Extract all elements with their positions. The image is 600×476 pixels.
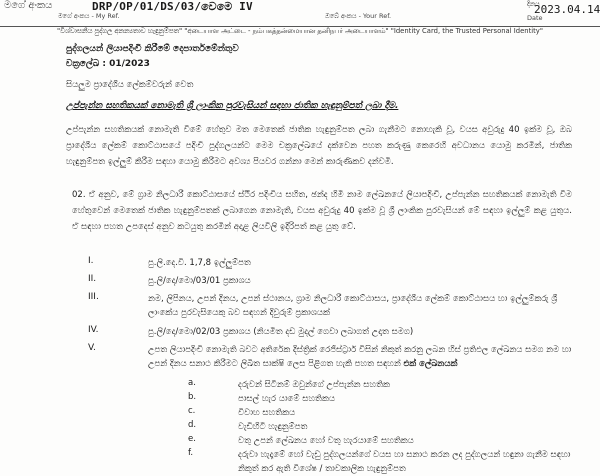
my-ref-sinhala: මගේ අංකය xyxy=(4,0,53,11)
my-ref-number: DRP/OP/01/DS/03/වෙමෙ IV xyxy=(92,0,253,13)
subject-line: උප්පැන්න සහතිකයක් නොමැති ශ්‍රී ලාංකික පුරවැසියන් සඳහා ජාතික හැඳුනුම්පත් ලබා දීම. xyxy=(66,101,399,111)
list-item-number: I. xyxy=(88,256,94,266)
sublist-text: වැඩිහිටි හැඳුනුම්පත xyxy=(238,422,308,432)
sublist-letter: b. xyxy=(188,392,197,402)
paragraph-1: උප්පැන්න සහතිකයක් නොමැති වීමේ හේතුව මත මෙතෙක් ජාතික හැඳුනුම්පත ලබා ගැනීමට නොහැකි වූ, වයස අවුරුදු 40 ඉක්ම වූ, ඔබ ප්‍රාදේශීය ලේකම් කොට්ඨාසයේ පදිංචි පුද්ගලයන්ට මෙම චක්‍රලේඛයේ දක්වෙන පහත කරුණු කෙරෙහි අවධානය යොමු කරමින්, ජාතික හැඳුනුම්පත ඉල්ලුම් කිරීම සඳහා යොමු කිරීමට අවශ්‍ය පියවර ගන්නා මෙන් කාරුණිකව දන්වමි. xyxy=(66,125,572,167)
list-item-text: පු.ලි.දෙ.වි. 1,7,8 ඉල්ලුම්පත xyxy=(148,258,251,268)
date-value: 2023.04.14 xyxy=(534,3,600,16)
sublist-letter: a. xyxy=(188,378,196,388)
sublist-text: දරුවන් සිටීනම් ඔවුන්ගේ උප්පැන්න සහතික xyxy=(238,380,390,390)
paragraph-2: 02. ඒ අනුව, මේ ග්‍රාම නිලධාරී කොට්ඨාසයේ ස්ථිර පදිංචිය සහිත, ඡන්ද හිමි නාම ලේඛනයේ ලියාපදිංචි, උප්පැන්න සහතිකයක් නොමැති වීම හේතුවෙන් මෙතෙක් ජාතික හැඳුනුම්පතක් ලබාගෙන නොමැති, වයස අවුරුදු 40 ඉක්ම වූ ශ්‍රී ලාංකික පුරවැසියන් මේ සඳහා ඉල්ලුම් කළ යුතුය. ඒ සඳහා පහත උපදෙස් අනුව කටයුතු කරමින් අදාළ ලියවිලි ඉදිරිපත් කළ යුතු වේ. xyxy=(72,190,572,232)
sublist-text: වතු උපන් ලේඛනය හෝ වතු හැරයාමේ සහතිකය xyxy=(238,436,414,446)
list-item-number: II. xyxy=(88,274,97,284)
sublist-letter: f. xyxy=(188,448,194,458)
sublist-letter: c. xyxy=(188,406,196,416)
date-label: දිනය xyxy=(527,0,540,8)
circular-number: චක්‍රලේඛ : 01/2023 xyxy=(66,59,150,69)
sublist-text: විවාහ සහතිකය xyxy=(238,408,296,418)
sublist-letter: e. xyxy=(188,434,196,444)
list-item-number: IV. xyxy=(88,325,99,335)
slogan: "විශ්වාසනීය පුද්ගල අනන්‍යතාව හැඳුනුම්පත" "අடையாள அட்டை - நம்பகத்தன்மையான தனிநபர் அடையாளம்" "Identity Card, the Trusted Personal Identity" xyxy=(57,27,543,35)
list-item-text: පු.ලි/දෙ/මො/02/03 ප්‍රකාශය (නියමිත දඩ මුදල් ගෙවා ලබාගත් උදෘත සමග) xyxy=(148,327,414,337)
letterhead xyxy=(0,0,600,27)
bold-emphasis: එක් ලේඛනයක් xyxy=(403,359,458,369)
list-item-number: III. xyxy=(88,292,99,302)
date-label-en: Date xyxy=(527,14,543,22)
department-name: පුද්ගලයන් ලියාපදිංචි කිරීමේ දෙපාර්තමේන්තුව xyxy=(66,44,239,54)
sublist-text: දරුවා හැදෑමේ හෝ වැඩු පුද්ගලයන්ගේ වයස හා සනාථ කරන ලද පුද්ගලයන් හඳුනා ගැනීම සඳහා නිකුත් කර ඇති විශේෂ / තාවකාලික හැඳුනුම්පත xyxy=(238,450,571,474)
list-item-text: උපත ලියාපදිංචි නොමැති බවට අතිරේක දිස්ත්‍රික් රෙජිස්ට්‍රාර් විසින් නිකුත් කරනු ලබන හිස් ප්‍රතිඵල ලේඛනය සමග නම හා උපන් දිනය සනාථ කිරීමට ලිඛිත සාක්ෂි ලෙස පිළිගත හැකි පහත සඳහන් එක් ලේඛනයක් xyxy=(148,345,572,369)
sublist-letter: d. xyxy=(188,420,197,430)
my-ref-label: මගේ අංකය - My Ref. xyxy=(58,12,120,20)
list-item-number: V. xyxy=(88,343,96,353)
list-item-text: නම, ලිපිනය, උපන් දිනය, උපන් ස්ථානය, ග්‍රාම නිලධාරී කොට්ඨාසය, ප්‍රාදේශීය ලේකම් කොට්ඨාසය හා ඉල්ලුම්කරු ශ්‍රී ලාංකේය පුරවැසියෙකු බව සඳහන් දිවුරුම් ප්‍රකාශයක් xyxy=(148,294,558,318)
list-item-text: පු.ලි/දෙ/මො/03/01 ප්‍රකාශය xyxy=(148,276,251,286)
your-ref-label: ඔබේ අංකය - Your Ref. xyxy=(325,12,392,20)
salutation: සියලුම ප්‍රාදේශීය ලේකම්වරුන් වෙත xyxy=(66,80,194,90)
sublist-text: පාසල් හැර යාමේ සහතිකය xyxy=(238,394,335,404)
